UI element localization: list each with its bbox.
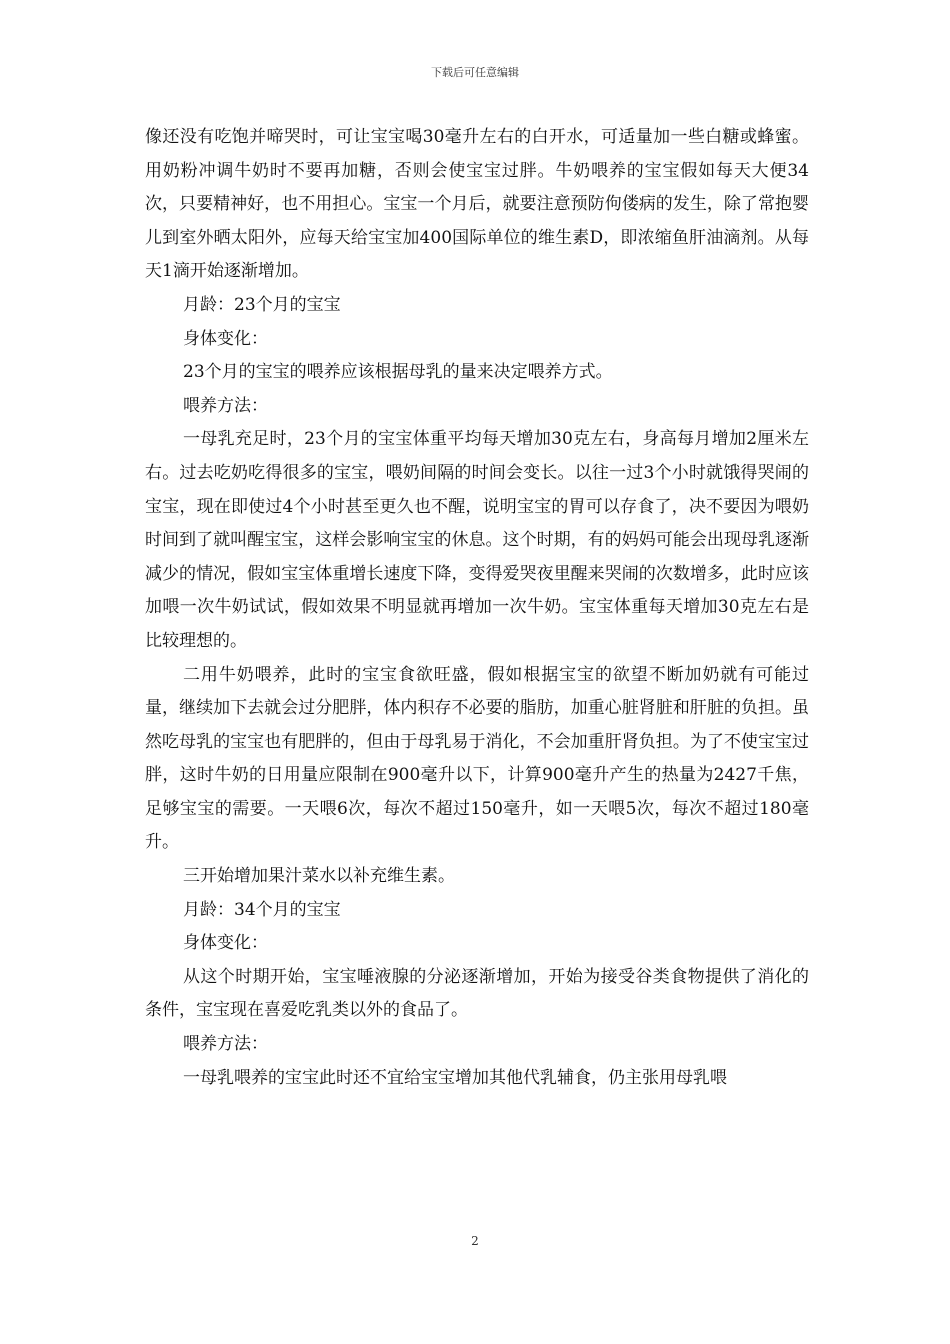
paragraph-breastfeeding: 一母乳充足时，23个月的宝宝体重平均每天增加30克左右，身高每月增加2厘米左右。过去吃奶吃得很多的宝宝，喂奶间隔的时间会变长。以往一过3个小时就饿得哭闹的宝宝，现在即使过4个小时甚至更久也不醒，说明宝宝的胃可以存食了，决不要因为喂奶时间到了就叫醒宝宝，这样会影响宝宝的休息。这个时期，有的妈妈可能会出现母乳逐渐减少的情况，假如宝宝体重增长速度下降，变得爱哭夜里醒来哭闹的次数增多，此时应该加喂一次牛奶试试，假如效果不明显就再增加一次牛奶。宝宝体重每天增加30克左右是比较理想的。 bbox=[145, 429, 809, 651]
paragraph-body-changes: 23个月的宝宝的喂养应该根据母乳的量来决定喂养方式。 bbox=[183, 362, 613, 383]
paragraph-milk-feeding: 二用牛奶喂养，此时的宝宝食欲旺盛，假如根据宝宝的欲望不断加奶就有可能过量，继续加下去就会过分肥胖，体内积存不必要的脂肪，加重心脏肾脏和肝脏的负担。虽然吃母乳的宝宝也有肥胖的，但由于母乳易于消化，不会加重肝肾负担。为了不使宝宝过胖，这时牛奶的日用量应限制在900毫升以下，计算900毫升产生的热量为2427千焦，足够宝宝的需要。一天喂6次，每次不超过150毫升，如一天喂5次，每次不超过180毫升。 bbox=[145, 664, 809, 853]
paragraph-breastfeeding-2: 一母乳喂养的宝宝此时还不宜给宝宝增加其他代乳辅食，仍主张用母乳喂 bbox=[183, 1067, 727, 1088]
heading-body-changes-2: 身体变化： bbox=[183, 933, 268, 954]
paragraph-juice: 三开始增加果汁菜水以补充维生素。 bbox=[183, 866, 455, 887]
heading-age-3-4-months: 月龄：34个月的宝宝 bbox=[183, 899, 341, 920]
heading-age-2-3-months: 月龄：23个月的宝宝 bbox=[183, 294, 341, 315]
paragraph-body-changes-2: 从这个时期开始，宝宝唾液腺的分泌逐渐增加，开始为接受谷类食物提供了消化的条件，宝宝现在喜爱吃乳类以外的食品了。 bbox=[145, 966, 809, 1021]
heading-feeding-method-2: 喂养方法： bbox=[183, 1034, 268, 1055]
page-number: 2 bbox=[471, 1234, 479, 1248]
document-body bbox=[145, 121, 809, 1095]
paragraph-continued: 像还没有吃饱并啼哭时，可让宝宝喝30毫升左右的白开水，可适量加一些白糖或蜂蜜。用奶粉冲调牛奶时不要再加糖，否则会使宝宝过胖。牛奶喂养的宝宝假如每天大便34次，只要精神好，也不用担心。宝宝一个月后，就要注意预防佝偻病的发生，除了常抱婴儿到室外晒太阳外，应每天给宝宝加400国际单位的维生素D，即浓缩鱼肝油滴剂。从每天1滴开始逐渐增加。 bbox=[145, 127, 809, 282]
heading-feeding-method: 喂养方法： bbox=[183, 395, 268, 416]
page-header: 下载后可任意编辑 bbox=[431, 66, 519, 79]
heading-body-changes: 身体变化： bbox=[183, 328, 268, 349]
